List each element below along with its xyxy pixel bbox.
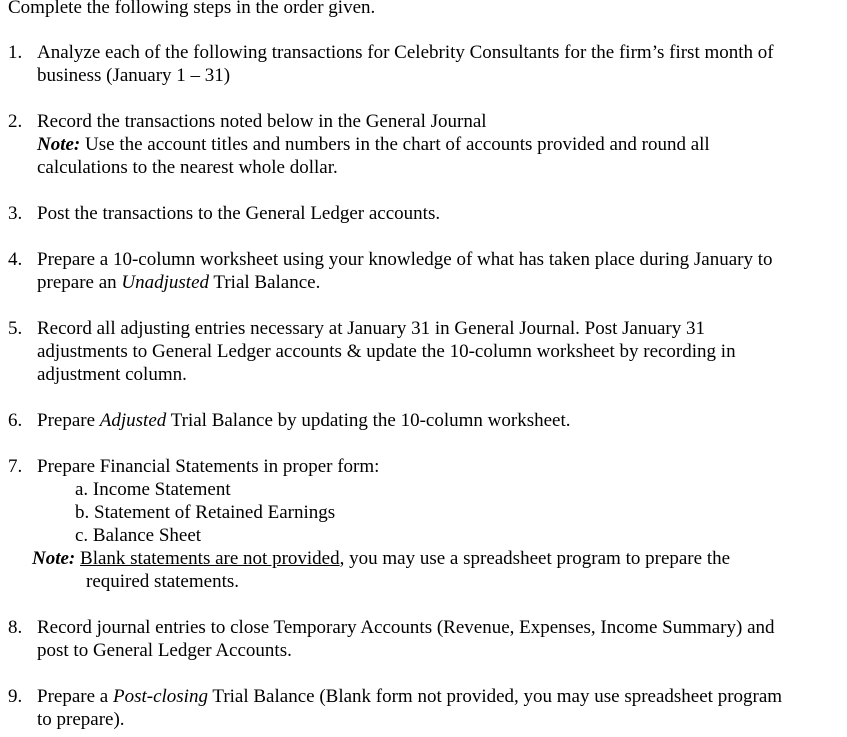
- step-text: Prepare a Post-closing Trial Balance (Blank form not provided, you may use spreadsheet program: [37, 686, 783, 707]
- step-1: [8, 41, 835, 87]
- step-4: [8, 248, 835, 294]
- step-3: [8, 202, 835, 225]
- step-number: 3.: [8, 203, 23, 224]
- step-text: adjustment column.: [37, 364, 187, 385]
- step-6: [8, 409, 835, 432]
- step-5: [8, 317, 835, 386]
- step-number: 4.: [8, 249, 23, 270]
- step-text: business (January 1 – 31): [37, 65, 231, 86]
- sub-item-income-statement: a. Income Statement: [75, 479, 231, 500]
- step-text: to prepare).: [37, 709, 125, 730]
- step-text: Prepare Financial Statements in proper form:: [37, 456, 380, 477]
- note-text: Use the account titles and numbers in the chart of accounts provided and round all: [80, 134, 710, 155]
- note-text: calculations to the nearest whole dollar.: [37, 157, 338, 178]
- emphasis-text: Unadjusted: [121, 272, 209, 293]
- note-text: , you may use a spreadsheet program to prepare the: [339, 548, 731, 569]
- note-label: Note:: [37, 134, 81, 155]
- note-underlined-text: Blank statements are not provided: [80, 548, 340, 569]
- emphasis-text: Post-closing: [112, 686, 208, 707]
- sub-item-retained-earnings: b. Statement of Retained Earnings: [75, 502, 336, 523]
- sub-item-balance-sheet: c. Balance Sheet: [75, 525, 202, 546]
- step-note: [37, 133, 835, 156]
- step-text: post to General Ledger Accounts.: [37, 640, 292, 661]
- step-9: [8, 685, 835, 731]
- step-text: Record all adjusting entries necessary at January 31 in General Journal. Post January 31: [37, 318, 705, 339]
- instructions-intro: Complete the following steps in the order given.: [8, 0, 376, 18]
- step-number: 7.: [8, 456, 23, 477]
- step-7: [8, 455, 835, 593]
- step-text: adjustments to General Ledger accounts & update the 10-column worksheet by recording in: [37, 341, 736, 362]
- step-number: 1.: [8, 42, 23, 63]
- step-note: [32, 547, 835, 593]
- step-number: 6.: [8, 410, 23, 431]
- step-text: prepare an Unadjusted Trial Balance.: [37, 272, 321, 293]
- step-number: 5.: [8, 318, 23, 339]
- step-8: [8, 616, 835, 662]
- step-text: Post the transactions to the General Ledger accounts.: [37, 203, 441, 224]
- step-number: 2.: [8, 111, 23, 132]
- step-2: [8, 110, 835, 179]
- step-text: Prepare a 10-column worksheet using your knowledge of what has taken place during January to: [37, 249, 773, 270]
- note-text: required statements.: [86, 571, 240, 592]
- step-text: Record the transactions noted below in the General Journal: [37, 111, 487, 132]
- note-label: Note:: [32, 548, 76, 569]
- emphasis-text: Adjusted: [99, 410, 167, 431]
- sub-list: [75, 478, 835, 547]
- step-number: 8.: [8, 617, 23, 638]
- step-number: 9.: [8, 686, 23, 707]
- step-text: Prepare Adjusted Trial Balance by updating the 10-column worksheet.: [37, 410, 571, 431]
- step-text: Record journal entries to close Temporary Accounts (Revenue, Expenses, Income Summary) and: [37, 617, 775, 638]
- step-text: Analyze each of the following transactions for Celebrity Consultants for the firm’s first month of: [37, 42, 774, 63]
